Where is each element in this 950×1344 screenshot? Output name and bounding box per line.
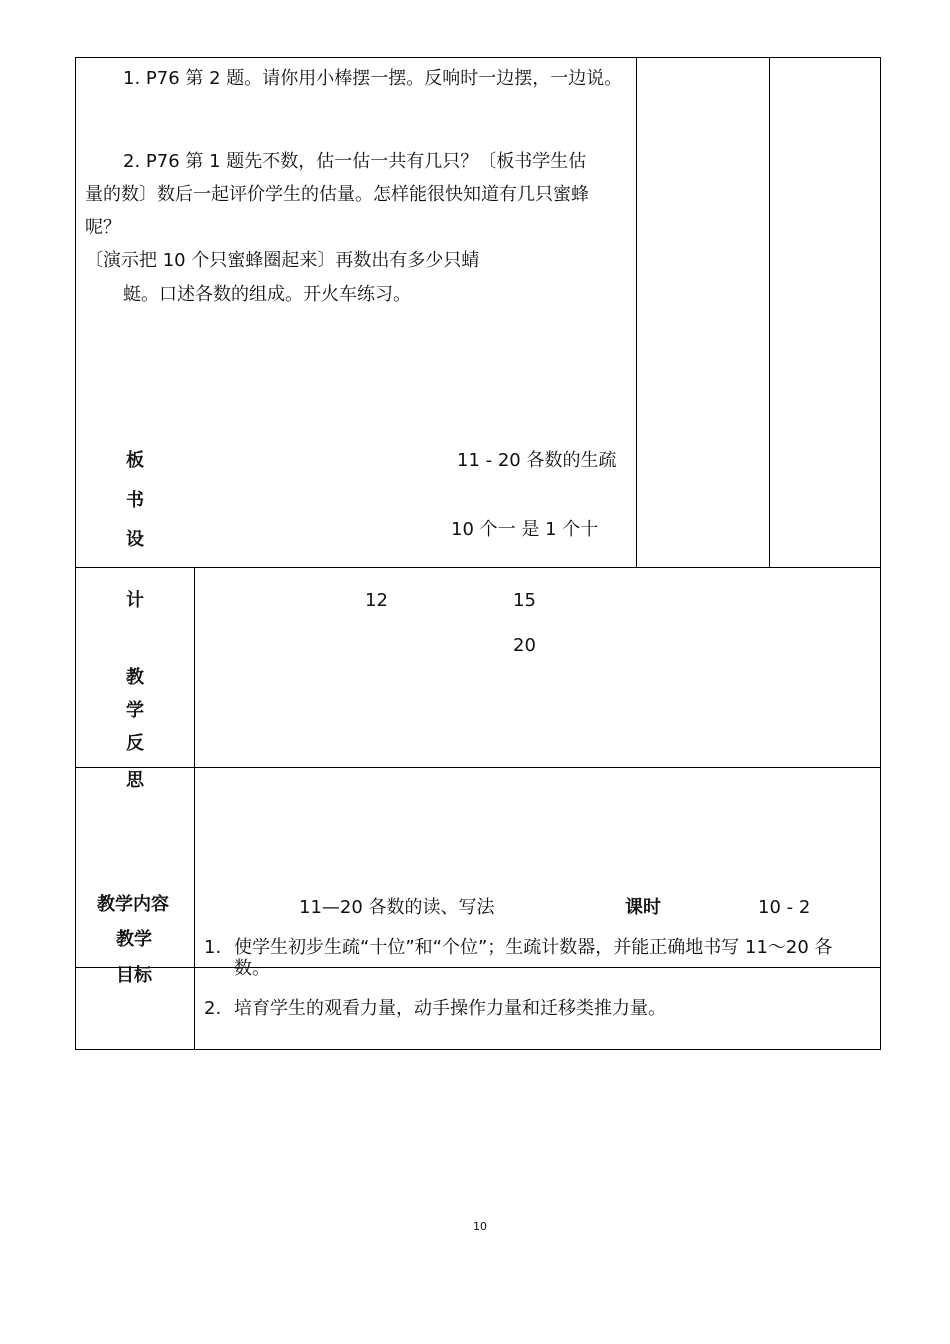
exercise-item-2-line-4: 〔演示把 10 个只蜜蜂圈起来〕再数出有多少只蜻	[85, 250, 480, 271]
board-label-char-3: 设	[126, 529, 144, 550]
goal-label-line-1: 教学	[116, 929, 152, 950]
board-number-15: 15	[513, 590, 536, 611]
exercise-item-2-line-3: 呢？	[85, 217, 121, 238]
column-divider-top-1	[636, 57, 637, 568]
goal-2-number: 2.	[204, 998, 222, 1019]
content-value: 11—20 各数的读、写法	[299, 897, 495, 918]
row-divider-1	[75, 567, 881, 568]
content-label: 教学内容	[97, 894, 169, 915]
board-number-20: 20	[513, 635, 536, 656]
reflection-label-char-3: 反	[126, 733, 144, 754]
board-label-char-4: 计	[126, 590, 144, 611]
exercise-item-2-line-2: 量的数〕数后一起评价学生的估量。怎样能很快知道有几只蜜蜂	[85, 184, 589, 205]
column-divider-top-2	[769, 57, 770, 568]
goal-2-text: 培育学生的观看力量，动手操作力量和迁移类推力量。	[234, 998, 666, 1019]
board-label-char-2: 书	[126, 490, 144, 511]
exercise-item-2-line-1: 2. P76 第 1 题先不数，估一估一共有几只？〔板书学生估	[123, 151, 587, 172]
goal-1-line-2: 数。	[234, 958, 270, 979]
label-column-divider	[194, 567, 195, 1050]
table-border-bottom	[75, 1049, 881, 1050]
exercise-item-1: 1. P76 第 2 题。请你用小棒摆一摆。反响时一边摆，一边说。	[123, 68, 623, 89]
period-value: 10 - 2	[758, 897, 811, 918]
goal-1-number: 1.	[204, 937, 222, 958]
goal-label-line-2: 目标	[116, 965, 152, 986]
period-label: 课时	[625, 897, 661, 918]
row-divider-3	[75, 967, 881, 968]
board-title: 11 - 20 各数的生疏	[457, 450, 617, 471]
reflection-label-char-1: 教	[126, 667, 144, 688]
reflection-label-char-4: 思	[126, 770, 144, 791]
goal-1-line-1: 使学生初步生疏“十位”和“个位”；生疏计数器，并能正确地书写 11～20 各	[234, 937, 833, 958]
table-border-left	[75, 57, 76, 1050]
board-line-2: 10 个一 是 1 个十	[451, 519, 599, 540]
board-number-12: 12	[365, 590, 388, 611]
table-border-right	[880, 57, 881, 1050]
page-number: 10	[473, 1220, 487, 1233]
table-border-top	[75, 57, 881, 58]
exercise-item-2-line-5: 蜓。口述各数的组成。开火车练习。	[123, 284, 411, 305]
board-label-char-1: 板	[126, 450, 144, 471]
reflection-label-char-2: 学	[126, 700, 144, 721]
row-divider-2	[75, 767, 881, 768]
